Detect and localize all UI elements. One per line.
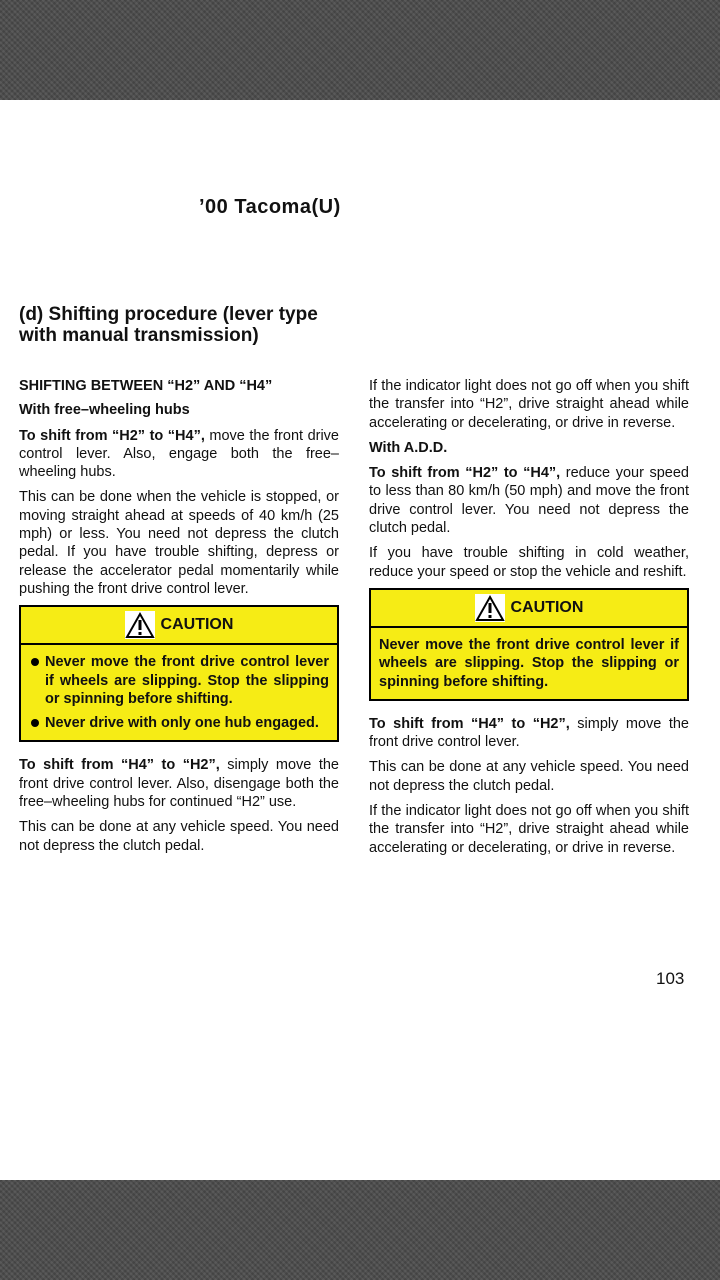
right-paragraph-3: If you have trouble shifting in cold weather, reduce your speed or stop the vehicle and reshift. xyxy=(369,545,689,580)
caution-text: Never move the front drive control lever if wheels are slipping. Stop the slipping or spinning before shifting. xyxy=(379,636,679,690)
top-bar xyxy=(0,0,720,100)
left-p1-bold: To shift from “H2” to “H4”, xyxy=(19,427,205,444)
right-paragraph-1: If the indicator light does not go off when you shift the transfer into “H2”, drive straight ahead while accelerating or decelerating, or drive in reverse. xyxy=(369,378,689,431)
left-paragraph-2: This can be done when the vehicle is stopped, or moving straight ahead at speeds of 40 km/h (25 mph) or less. You need not depress the clutch pedal. If you have trouble shifting, depress or release the accelerator pedal momentarily while pushing the front drive control lever. xyxy=(19,489,339,597)
warning-triangle-icon xyxy=(475,594,505,622)
left-paragraph-4: This can be done at any vehicle speed. You need not depress the clutch pedal. xyxy=(19,819,339,854)
caution-box-left xyxy=(19,605,339,742)
document-title: ’00 Tacoma(U) xyxy=(199,196,341,218)
left-p3-text: simply move the front drive control lever. Also, disengage both the free–wheeling hubs for continued “H2” use. xyxy=(19,757,339,811)
shifting-heading: SHIFTING BETWEEN “H2” AND “H4” xyxy=(19,378,273,394)
page-number: 103 xyxy=(656,969,685,988)
section-title: (d) Shifting procedure (lever type with manual transmission) xyxy=(19,304,318,346)
caution-box-right xyxy=(369,588,689,701)
caution-item xyxy=(29,714,329,732)
caution-header xyxy=(21,607,337,645)
right-p2-bold: To shift from “H2” to “H4”, xyxy=(369,465,561,482)
caution-item-text: Never drive with only one hub engaged. xyxy=(45,715,319,732)
left-paragraph-3 xyxy=(19,756,339,811)
right-paragraph-2 xyxy=(369,464,689,537)
warning-triangle-icon xyxy=(125,611,155,639)
left-column xyxy=(19,377,339,862)
right-paragraph-4 xyxy=(369,715,689,752)
caution-label: CAUTION xyxy=(160,616,234,634)
caution-label: CAUTION xyxy=(510,598,584,616)
right-p4-bold: To shift from “H4” to “H2”, xyxy=(369,715,570,732)
bottom-bar xyxy=(0,1180,720,1280)
caution-item xyxy=(29,653,329,708)
add-subheading: With A.D.D. xyxy=(369,439,448,456)
right-paragraph-6: If the indicator light does not go off when you shift the transfer into “H2”, drive straight ahead while accelerating or decelerating, or drive in reverse. xyxy=(369,803,689,856)
caution-header xyxy=(371,590,687,628)
right-p4-text: simply move the front drive control lever. xyxy=(369,715,689,751)
caution-body xyxy=(21,645,337,740)
left-p3-bold: To shift from “H4” to “H2”, xyxy=(19,757,220,774)
free-wheeling-subheading: With free–wheeling hubs xyxy=(19,402,190,419)
right-paragraph-5: This can be done at any vehicle speed. You need not depress the clutch pedal. xyxy=(369,759,689,794)
right-p2-text: reduce your speed to less than 80 km/h (50 mph) and move the front drive control lever. You need not depress the clutch pedal. xyxy=(369,465,689,537)
caution-item-text: Never move the front drive control lever if wheels are slipping. Stop the slipping or spinning before shifting. xyxy=(45,654,329,707)
caution-body xyxy=(371,628,687,699)
left-p1-text: move the front drive control lever. Also, engage both the free–wheeling hubs. xyxy=(19,427,339,481)
bullet-icon xyxy=(31,658,39,666)
right-column xyxy=(369,377,689,864)
bullet-icon xyxy=(31,719,39,727)
left-paragraph-1 xyxy=(19,427,339,482)
